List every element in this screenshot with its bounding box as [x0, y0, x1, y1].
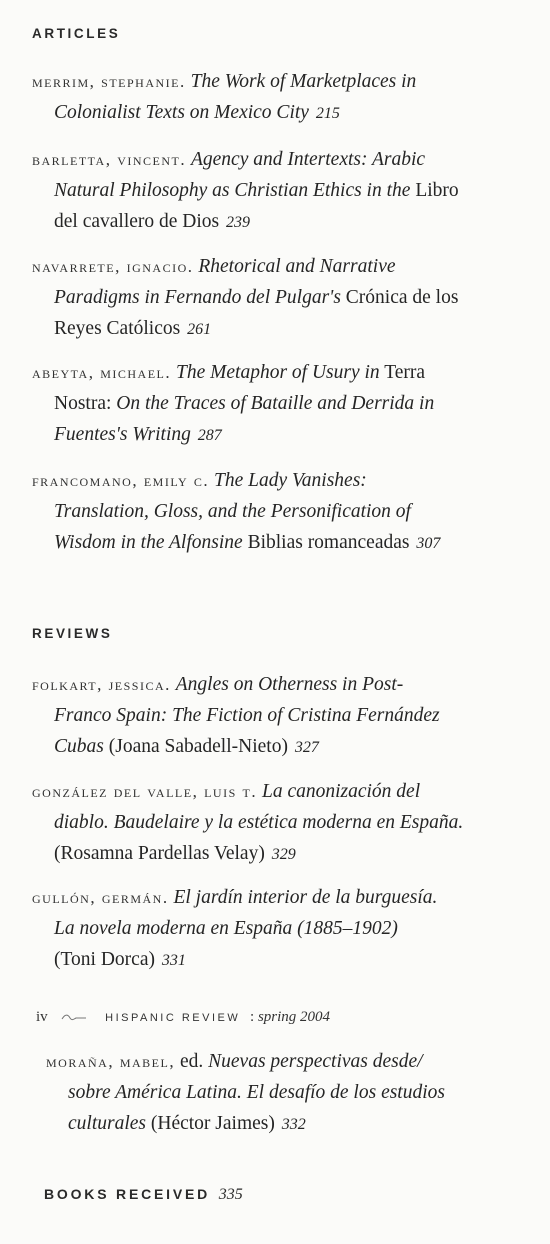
issue-label: spring 2004	[257, 1009, 331, 1025]
article-entry	[32, 251, 532, 345]
review-title-line: Cubas	[54, 736, 104, 757]
article-title-roman: Biblias romanceadas	[247, 532, 410, 553]
review-entry	[32, 776, 532, 870]
review-author: gullón, germán.	[32, 888, 169, 907]
article-author: barletta, vincent.	[32, 150, 187, 169]
reviewer-name: (Rosamna Pardellas Velay)	[54, 843, 265, 864]
footer-colon: :	[250, 1009, 255, 1025]
article-title-line: Wisdom in the Alfonsine	[54, 532, 243, 553]
article-title-line: Natural Philosophy as Christian Ethics in the	[54, 180, 411, 201]
article-title-roman: Libro	[415, 180, 459, 201]
review-title-line: La canonización del	[261, 781, 421, 802]
article-page: 307	[416, 535, 441, 552]
article-title-line: The Lady Vanishes:	[214, 470, 367, 491]
folio-number: iv	[36, 1009, 48, 1025]
article-entry	[32, 465, 532, 559]
review-page: 329	[271, 846, 296, 863]
article-author: francomano, emily c.	[32, 471, 210, 490]
review-author: folkart, jessica.	[32, 675, 171, 694]
article-title-roman: Terra	[384, 362, 426, 383]
review-page: 332	[281, 1116, 306, 1133]
article-title-line: Agency and Intertexts: Arabic	[190, 149, 426, 170]
article-entry	[32, 66, 532, 129]
review-author: gonzález del valle, luis t.	[32, 782, 258, 801]
reviewer-name: (Héctor Jaimes)	[150, 1113, 275, 1134]
review-title-line: sobre América Latina. El desafío de los estudios	[68, 1082, 445, 1103]
review-title-line: Franco Spain: The Fiction of Cristina Fernández	[54, 705, 440, 726]
article-title-line: Colonialist Texts on Mexico City	[54, 102, 309, 123]
review-author: moraña, mabel,	[46, 1052, 176, 1071]
article-title-line: Translation, Gloss, and the Personification of	[54, 501, 411, 522]
article-page: 239	[226, 214, 251, 231]
article-entry	[32, 357, 532, 451]
reviewer-name: (Toni Dorca)	[54, 949, 155, 970]
books-received-label: BOOKS RECEIVED	[44, 1186, 210, 1202]
article-title-line: Fuentes's Writing	[54, 424, 191, 445]
article-author: merrim, stephanie.	[32, 72, 186, 91]
review-title-line: El jardín interior de la burguesía.	[173, 887, 438, 908]
running-footer	[36, 1009, 330, 1026]
article-page: 215	[315, 105, 340, 122]
review-page: 327	[294, 739, 319, 756]
article-author: navarrete, ignacio.	[32, 257, 194, 276]
review-entry	[32, 882, 532, 976]
article-title-line: Paradigms in Fernando del Pulgar's	[54, 287, 341, 308]
review-title-line: diablo. Baudelaire y la estética moderna en España.	[54, 812, 464, 833]
article-title-line: The Work of Marketplaces in	[190, 71, 417, 92]
review-entry	[32, 669, 532, 763]
article-page: 287	[197, 427, 222, 444]
books-received	[44, 1186, 243, 1204]
review-page: 331	[161, 952, 186, 969]
review-title-line: culturales	[68, 1113, 146, 1134]
review-title-line: Nuevas perspectivas desde/	[208, 1051, 423, 1072]
reviews-heading: REVIEWS	[32, 626, 113, 641]
review-title-line: Angles on Otherness in Post-	[175, 674, 404, 695]
article-title-line: The Metaphor of Usury in	[176, 362, 380, 383]
article-title-roman: del cavallero de Dios	[54, 211, 220, 232]
article-title-roman: Reyes Católicos	[54, 318, 181, 339]
article-title-line: Rhetorical and Narrative	[198, 256, 396, 277]
article-entry	[32, 144, 532, 238]
ornament-icon	[61, 1013, 87, 1023]
review-ed-label: ed.	[179, 1051, 204, 1072]
journal-name: HISPANIC REVIEW	[105, 1012, 241, 1024]
article-page: 261	[187, 321, 212, 338]
article-title-roman: Nostra:	[54, 393, 112, 414]
books-received-page: 335	[218, 1186, 243, 1203]
article-title-line: On the Traces of Bataille and Derrida in	[116, 393, 435, 414]
review-title-line: La novela moderna en España (1885–1902)	[54, 918, 398, 939]
articles-heading: ARTICLES	[32, 26, 121, 41]
article-author: abeyta, michael.	[32, 363, 172, 382]
review-entry	[46, 1046, 536, 1140]
reviewer-name: (Joana Sabadell-Nieto)	[108, 736, 288, 757]
article-title-roman: Crónica de los	[345, 287, 459, 308]
